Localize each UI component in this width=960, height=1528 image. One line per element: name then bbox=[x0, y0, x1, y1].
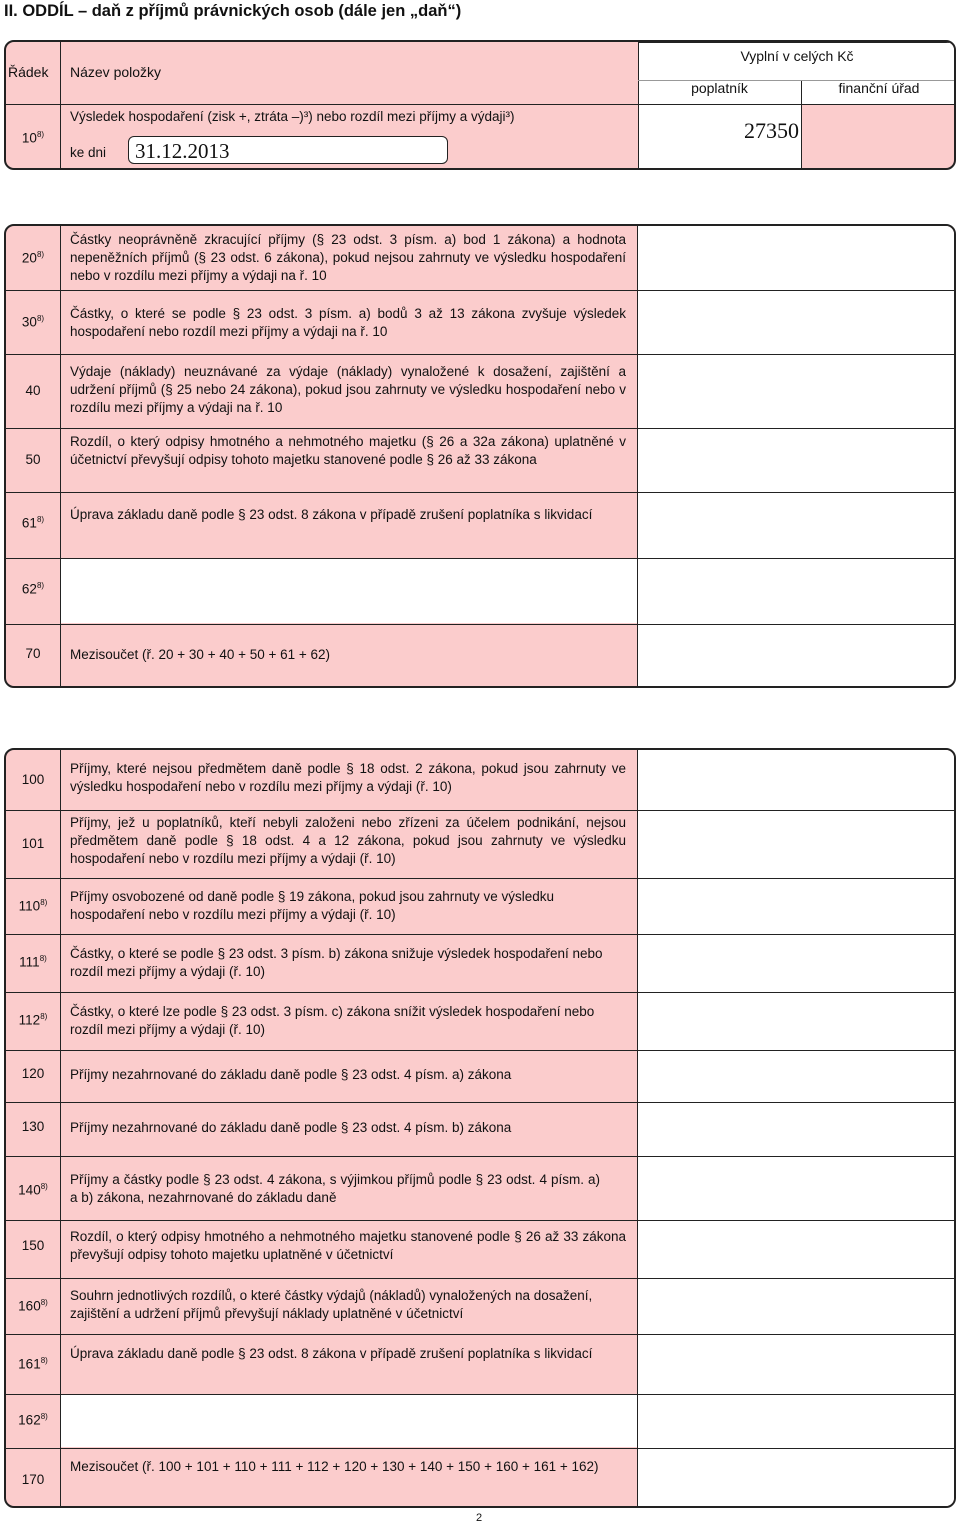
row-61-label: Úprava základu daně podle § 23 odst. 8 zákona v případě zrušení poplatníka s likvidací bbox=[70, 507, 593, 522]
row-70-number: 70 bbox=[25, 646, 41, 661]
column-header-office: finanční úřad bbox=[838, 80, 920, 96]
row-10-taxpayer-value[interactable]: 27350 bbox=[744, 118, 799, 143]
row-101-number: 101 bbox=[21, 836, 45, 851]
row-40-value-field[interactable] bbox=[638, 355, 956, 428]
row-150-label: Rozdíl, o který odpisy hmotného a nehmotného majetku stanovené podle § 26 až 33 zákona převyšují odpisy tohoto majetku uplatněné v účetnictví bbox=[70, 1229, 626, 1262]
adjustments-increase-box bbox=[4, 224, 956, 688]
row-100-label: Příjmy, které nejsou předmětem daně podle § 18 odst. 2 zákona, pokud jsou zahrnuty ve výsledku hospodaření nebo v rozdílu mezi příjmy a výdaji (ř. 10) bbox=[70, 761, 626, 794]
row-150-number: 150 bbox=[21, 1238, 45, 1253]
row-101-label: Příjmy, jež u poplatníků, kteří nebyli založeni nebo zřízeni za účelem podnikání, nejsou předmětem daně podle § 18 odst. 4 a 12 zákona, pokud jsou zahrnuty ve výsledku hospodaření nebo v rozdílu mezi příjmy a výdaji (ř. 10) bbox=[70, 815, 626, 866]
date-value: 31.12.2013 bbox=[135, 139, 230, 163]
row-100-number: 100 bbox=[21, 772, 45, 787]
row-62-label-field[interactable] bbox=[61, 559, 637, 623]
row-10-number: 10$^{8)}$ bbox=[21, 130, 45, 146]
row-111-label: Částky, o které se podle § 23 odst. 3 písm. b) zákona snižuje výsledek hospodaření nebo rozdíl mezi příjmy a výdaji (ř. 10) bbox=[70, 946, 603, 979]
row-70-label: Mezisoučet (ř. 20 + 30 + 40 + 50 + 61 + 62) bbox=[70, 647, 331, 662]
row-130-label: Příjmy nezahrnované do základu daně podle § 23 odst. 4 písm. b) zákona bbox=[70, 1120, 512, 1135]
adjustments-decrease-box bbox=[4, 748, 956, 1508]
row-160-label: Souhrn jednotlivých rozdílů, o které částky výdajů (nákladů) vynaložených na dosažení, zajištění a udržení příjmů převyšují náklady uplatněné v účetnictví bbox=[70, 1288, 593, 1321]
row-20-label: Částky neoprávněně zkracující příjmy (§ 23 odst. 3 písm. a) bod 1 zákona) a hodnota nepeněžních příjmů (§ 23 odst. 6 zákona), pokud nejsou zahrnuty ve výsledku hospodaření nebo v rozdílu mezi příjmy a výdaji na ř. 10 bbox=[70, 232, 626, 283]
row-162-number: 162$^{8)}$ bbox=[18, 1412, 48, 1428]
row-30-number: 30$^{8)}$ bbox=[21, 314, 45, 330]
row-140-label: Příjmy a částky podle § 23 odst. 4 zákona, s výjimkou příjmů podle § 23 odst. 4 písm. a) a b) zákona, nezahrnované do základu daně bbox=[70, 1172, 600, 1205]
row-62-number: 62$^{8)}$ bbox=[21, 581, 45, 597]
row-30-value-field[interactable] bbox=[638, 291, 956, 354]
row-161-label: Úprava základu daně podle § 23 odst. 8 zákona v případě zrušení poplatníka s likvidací bbox=[70, 1346, 593, 1361]
row-112-number: 112$^{8)}$ bbox=[18, 1012, 48, 1028]
row-61-number: 61$^{8)}$ bbox=[21, 515, 45, 531]
row-50-label: Rozdíl, o který odpisy hmotného a nehmotného majetku (§ 26 a 32a zákona) uplatněné v účetnictví převyšují odpisy tohoto majetku stanovené podle § 26 až 33 zákona bbox=[70, 434, 626, 467]
date-field[interactable] bbox=[128, 136, 448, 164]
row-30-label: Částky, o které se podle § 23 odst. 3 písm. a) bodů 3 až 13 zákona zvyšuje výsledek hospodaření nebo rozdíl mezi příjmy a výdaji na ř. 10 bbox=[70, 306, 626, 339]
row-161-number: 161$^{8)}$ bbox=[18, 1356, 48, 1372]
row-160-number: 160$^{8)}$ bbox=[18, 1298, 48, 1314]
column-header-row: Řádek bbox=[8, 64, 49, 80]
row-112-label: Částky, o které lze podle § 23 odst. 3 písm. c) zákona snížit výsledek hospodaření nebo rozdíl mezi příjmy a výdaji (ř. 10) bbox=[70, 1004, 595, 1037]
date-label: ke dni bbox=[70, 145, 107, 160]
fill-note: Vyplní v celých Kč bbox=[740, 48, 854, 64]
row-20-value-field[interactable] bbox=[638, 226, 956, 290]
row-50-value-field[interactable] bbox=[638, 429, 956, 492]
row-120-number: 120 bbox=[21, 1066, 45, 1081]
row-111-number: 111$^{8)}$ bbox=[19, 954, 47, 970]
row-162-label-field[interactable] bbox=[61, 1395, 637, 1447]
page-number: 2 bbox=[476, 1512, 483, 1524]
row-40-number: 40 bbox=[25, 383, 41, 398]
row-62-value-field[interactable] bbox=[638, 559, 956, 624]
row-20-number: 20$^{8)}$ bbox=[21, 250, 45, 266]
row-40-label: Výdaje (náklady) neuznávané za výdaje (náklady) vynaložené k dosažení, zajištění a udržení příjmů (§ 25 nebo 24 zákona), pokud jsou zahrnuty ve výsledku hospodaření nebo v rozdílu mezi příjmy a výdaji na ř. 10 bbox=[70, 364, 626, 415]
row-70-value-field[interactable] bbox=[638, 625, 956, 688]
row-140-number: 140$^{8)}$ bbox=[18, 1182, 48, 1198]
header-box bbox=[4, 40, 956, 170]
row-130-number: 130 bbox=[21, 1119, 45, 1134]
row-10-label: Výsledek hospodaření (zisk +, ztráta –)³) nebo rozdíl mezi příjmy a výdaji³) bbox=[70, 109, 515, 124]
row-61-value-field[interactable] bbox=[638, 493, 956, 558]
row-170-label: Mezisoučet (ř. 100 + 101 + 110 + 111 + 112 + 120 + 130 + 140 + 150 + 160 + 161 + 162) bbox=[70, 1459, 599, 1474]
section-title: II. ODDÍL – daň z příjmů právnických osob (dále jen „daň“) bbox=[4, 2, 462, 20]
row-120-label: Příjmy nezahrnované do základu daně podle § 23 odst. 4 písm. a) zákona bbox=[70, 1067, 512, 1082]
column-header-name: Název položky bbox=[70, 64, 162, 80]
column-header-taxpayer: poplatník bbox=[691, 80, 748, 96]
row-170-number: 170 bbox=[21, 1472, 45, 1487]
row-50-number: 50 bbox=[25, 452, 41, 467]
row-110-label: Příjmy osvobozené od daně podle § 19 zákona, pokud jsou zahrnuty ve výsledku hospodaření nebo v rozdílu mezi příjmy a výdaji (ř. 10) bbox=[70, 889, 555, 922]
row-110-number: 110$^{8)}$ bbox=[18, 898, 48, 914]
